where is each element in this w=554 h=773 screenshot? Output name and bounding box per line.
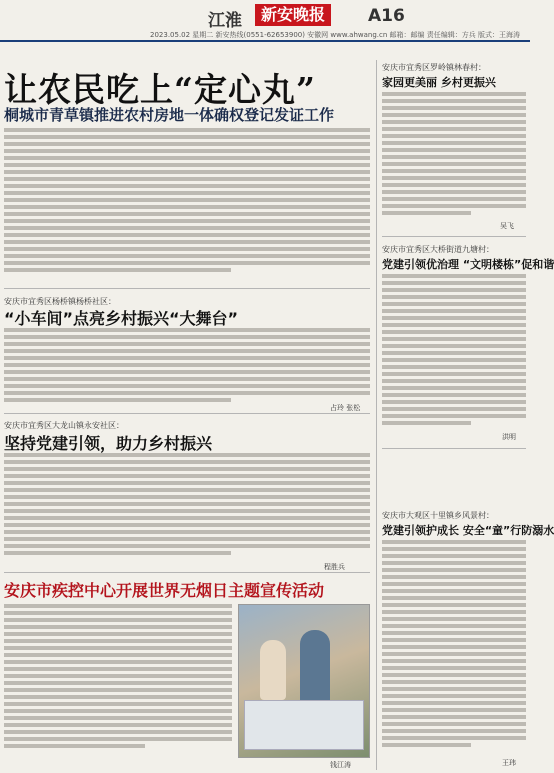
section-divider: [4, 572, 370, 573]
photo-person-figure: [300, 630, 330, 704]
lead-subheadline: 桐城市青草镇推进农村房地一体确权登记发证工作: [4, 106, 335, 124]
story3-body: [4, 453, 370, 561]
side3-body: [382, 540, 526, 754]
side3-headline: 党建引领护成长 安全“童”行防溺水: [382, 524, 554, 537]
side2-headline: 党建引领优治理 “文明楼栋”促和谐: [382, 258, 554, 271]
lead-headline: 让农民吃上“定心丸”: [4, 70, 316, 109]
photo-person-figure: [260, 640, 286, 700]
side2-kicker: 安庆市宜秀区大桥街道九塘村：: [382, 245, 494, 254]
column-divider: [376, 60, 377, 770]
section-divider: [4, 288, 370, 289]
story4-byline: 钱江涛: [330, 761, 351, 769]
section-divider: [382, 236, 526, 237]
story2-headline: “小车间”点亮乡村振兴“大舞台”: [4, 309, 239, 328]
story2-kicker: 安庆市宜秀区杨桥镇杨桥社区：: [4, 297, 116, 306]
section-title: 江淮: [208, 11, 242, 31]
lead-body: [4, 128, 370, 284]
newspaper-logo: 新安晚报: [255, 4, 331, 26]
side1-headline: 家园更美丽 乡村更振兴: [382, 76, 496, 89]
story3-headline: 坚持党建引领，助力乡村振兴: [4, 434, 213, 453]
side2-byline: 洪明: [502, 433, 516, 441]
side1-byline: 吴飞: [500, 222, 514, 230]
photo-display-board: [244, 700, 364, 750]
masthead-rule: [0, 40, 530, 42]
story2-body: [4, 328, 370, 402]
story4-body: [4, 604, 232, 760]
side1-kicker: 安庆市宜秀区罗岭镇林春村：: [382, 63, 486, 72]
story3-kicker: 安庆市宜秀区大龙山镇永安社区：: [4, 421, 124, 430]
side2-body: [382, 274, 526, 430]
story3-byline: 程胜兵: [324, 563, 345, 571]
side3-byline: 王玮: [502, 759, 516, 767]
dateline: 2023.05.02 星期二 新安热线(0551-62653900) 安徽网 www.ahwang.cn 邮箱：邮编 责任编辑：方兵 版式：王海涛: [150, 31, 520, 39]
story2-byline: 占玲 张松: [330, 404, 361, 412]
side1-body: [382, 92, 526, 220]
page-number: A16: [368, 6, 405, 26]
section-divider: [382, 448, 526, 449]
side3-kicker: 安庆市大观区十里镇乡风景村：: [382, 511, 494, 520]
section-divider: [4, 413, 370, 414]
story4-headline: 安庆市疾控中心开展世界无烟日主题宣传活动: [4, 581, 325, 600]
